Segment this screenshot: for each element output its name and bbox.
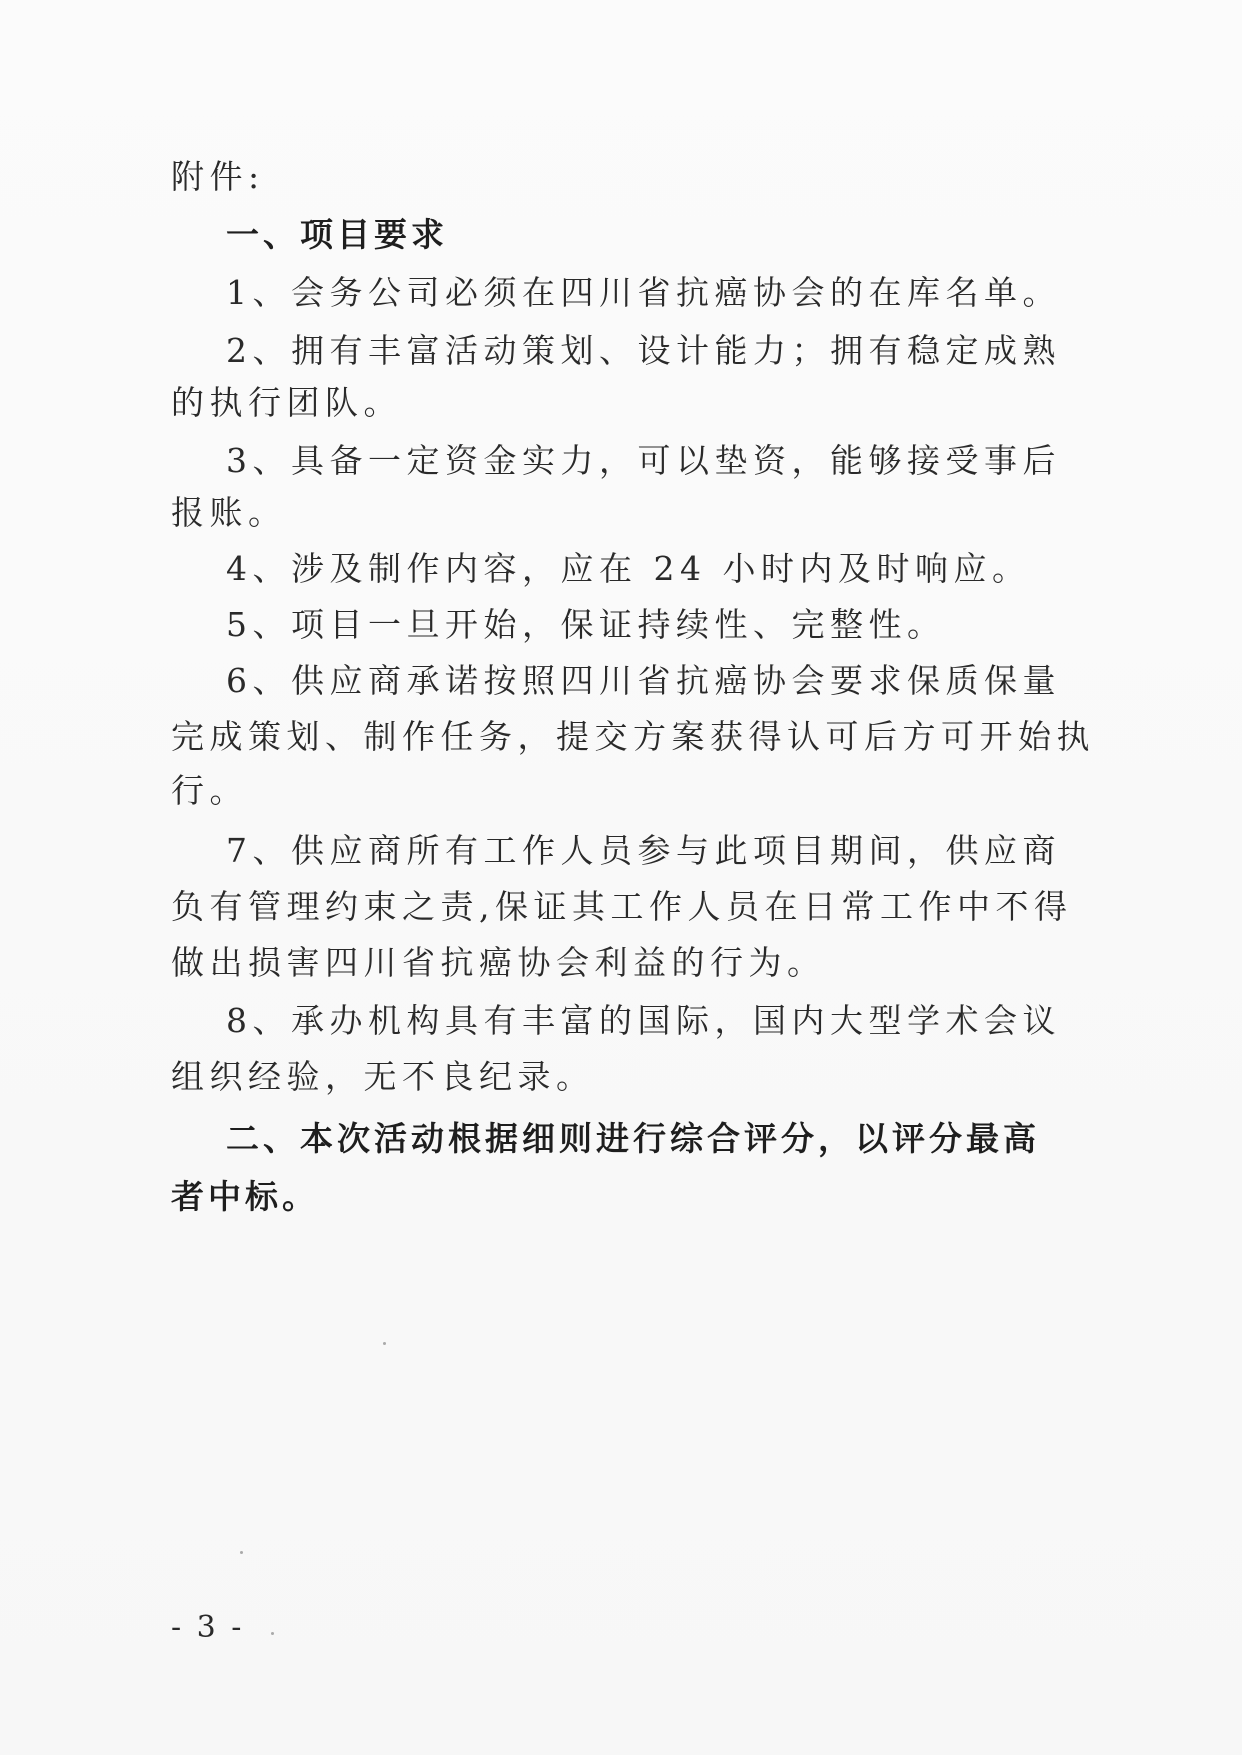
- requirement-6-line-3: 行。: [171, 771, 248, 810]
- requirement-8-line-1: 8、承办机构具有丰富的国际，国内大型学术会议: [226, 1001, 1061, 1040]
- section-2-heading-line-1: 二、本次活动根据细则进行综合评分，以评分最高: [226, 1119, 1040, 1158]
- requirement-3-line-2: 报账。: [171, 493, 287, 532]
- scan-speck: [271, 1632, 274, 1635]
- requirement-7-line-1: 7、供应商所有工作人员参与此项目期间，供应商: [226, 831, 1061, 870]
- section-1-heading: 一、项目要求: [226, 215, 448, 254]
- requirement-7-line-2: 负有管理约束之责,保证其工作人员在日常工作中不得: [171, 887, 1073, 926]
- requirement-1-line-1: 1、会务公司必须在四川省抗癌协会的在库名单。: [226, 273, 1061, 312]
- section-2-heading-line-2: 者中标。: [171, 1177, 319, 1216]
- page-number: - 3 -: [171, 1610, 245, 1645]
- requirement-2-line-1: 2、拥有丰富活动策划、设计能力；拥有稳定成熟: [226, 331, 1061, 370]
- scan-speck: [383, 1342, 386, 1345]
- requirement-6-line-2: 完成策划、制作任务，提交方案获得认可后方可开始执: [171, 717, 1095, 756]
- requirement-2-line-2: 的执行团队。: [171, 383, 402, 422]
- scan-speck: [240, 1551, 243, 1554]
- requirement-4-line-1: 4、涉及制作内容，应在 24 小时内及时响应。: [226, 549, 1031, 588]
- attachment-label: 附件:: [171, 157, 265, 196]
- requirement-8-line-2: 组织经验，无不良纪录。: [171, 1057, 595, 1096]
- requirement-6-line-1: 6、供应商承诺按照四川省抗癌协会要求保质保量: [226, 661, 1061, 700]
- requirement-7-line-3: 做出损害四川省抗癌协会利益的行为。: [171, 943, 826, 982]
- requirement-3-line-1: 3、具备一定资金实力，可以垫资，能够接受事后: [226, 441, 1061, 480]
- requirement-5-line-1: 5、项目一旦开始，保证持续性、完整性。: [226, 605, 946, 644]
